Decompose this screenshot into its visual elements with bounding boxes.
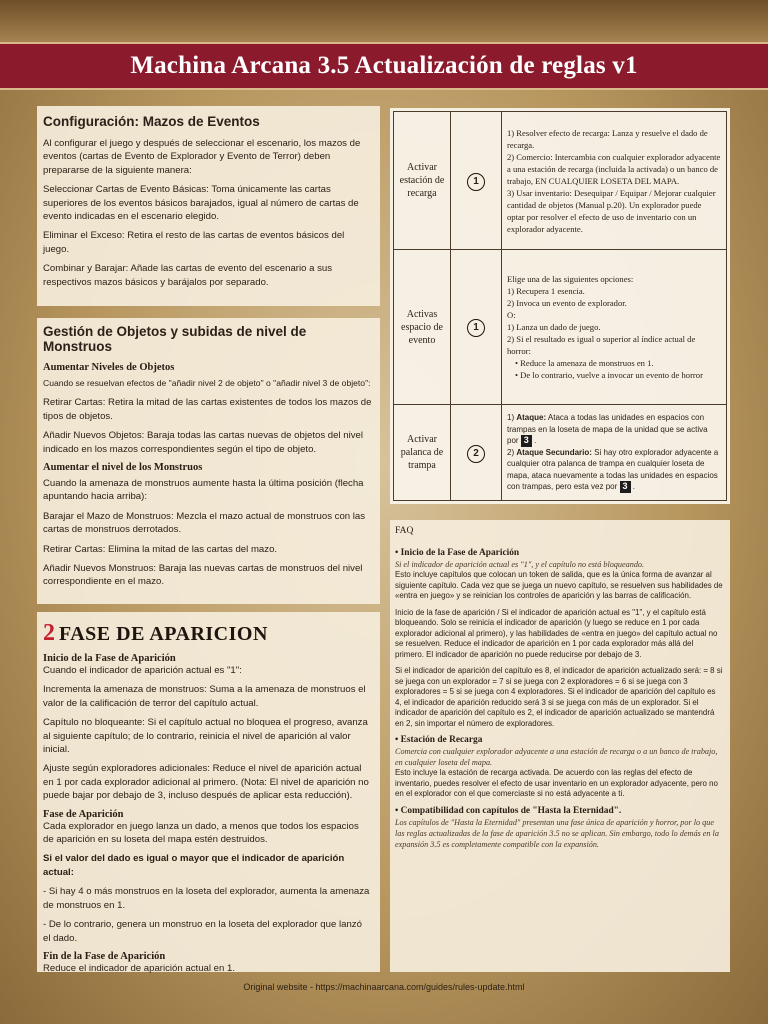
config-text: Eliminar el Exceso: Retira el resto de las cartas de eventos básicos del juego.: [43, 230, 345, 255]
action-cell: Activar palanca de trampa: [394, 405, 451, 501]
fase-text: - De lo contrario, genera un monstruo en la loseta del explorador que lanzó el dado.: [43, 919, 362, 944]
action-icon-cell: [451, 405, 502, 501]
action-cell: Activas espacio de evento: [394, 250, 451, 405]
damage-number: 3: [521, 435, 532, 447]
actions-table-panel: [390, 108, 730, 504]
faq-question: • Compatibilidad con capítulos de "Hasta la Eternidad".: [395, 805, 622, 816]
desc-text: Ataca a todas las unidades en espacios con trampas en la loseta de mapa de la unidad que se activa por: [507, 413, 708, 446]
desc-text: Si hay otro explorador adyacente a cualquier otra palanca de trampa en cualquier loseta de mapa, ataca nuevamente a todas las unidades en espacios con trampas, pero esta vez por: [507, 447, 719, 492]
fase-panel: [37, 612, 380, 972]
config-text: Combinar y Barajar: Añade las cartas de evento del escenario a sus respectivos mazos básicos y barájalos por separado.: [43, 263, 333, 288]
faq-text: Si el indicador de aparición del capítulo es 8, el indicador de aparición actualizado será: = 8 si se juega con un explorador = 7 si se juega con 2 exploradores = 6 si se juega con 3 exploradores = 5 si se juega con 4 exploradores. Si el indicador de aparición del capítulo es 4, el indicador de aparición reducido será 3 si se juega con más de un explorador. Si el indicador de aparición del capítulo es 2, el indicador de aparición actualizado se mantendrá en 2, sin importar el número de exploradores.: [395, 666, 723, 728]
fase-text: Capítulo no bloqueante: Si el capítulo actual no bloquea el progreso, avanza al siguiente capítulo; de lo contrario, reinicia el nivel de aparición al valor inicial.: [43, 717, 368, 756]
page-header: [0, 42, 768, 90]
desc-line: 1) Ataque: Ataca a todas las unidades en espacios con trampas en la loseta de mapa de la unidad que se activa por 3 .: [507, 413, 708, 446]
desc-label: Ataque Secundario:: [516, 447, 592, 457]
action-icon: 1: [467, 319, 485, 337]
gestion-title: Gestión de Objetos y subidas de nivel de Monstruos: [43, 324, 307, 354]
fase-title: FASE DE APARICION: [59, 623, 268, 645]
actions-table: [393, 111, 727, 501]
fase-text: Incrementa la amenaza de monstruos: Suma a la amenaza de monstruos el valor de la calificación de terror del capítulo actual.: [43, 684, 366, 709]
footer-source-link[interactable]: Original website - https://machinaarcana.com/guides/rules-update.html: [243, 982, 525, 992]
table-row: [394, 250, 727, 405]
faq-panel: [390, 520, 730, 972]
config-panel: [37, 106, 380, 306]
gestion-panel: [37, 318, 380, 604]
gestion-text: Retirar Cartas: Retira la mitad de las cartas existentes de todos los mazos de tipos de objetos.: [43, 397, 372, 422]
desc-line: 2) Si el resultado es igual o superior al índice actual de horror:: [507, 334, 696, 356]
table-row: [394, 405, 727, 501]
bullet-text: De lo contrario, vuelve a invocar un evento de horror: [520, 370, 703, 380]
desc-bullet: • De lo contrario, vuelve a invocar un evento de horror: [515, 370, 703, 380]
damage-number: 3: [620, 481, 631, 493]
action-desc: [502, 112, 727, 250]
desc-line: 2) Comercio: Intercambia con cualquier explorador adyacente a una estación de recarga (incluida la activada) o un banco de trabajo, EN CUALQUIER LOSETA DEL MAPA.: [507, 151, 721, 186]
fase-text: Reduce el indicador de aparición actual en 1.: [43, 962, 236, 974]
fase-text: - Si hay 4 o más monstruos en la loseta del explorador, aumenta la amenaza de monstruos en 1.: [43, 886, 370, 911]
gestion-subtitle: Aumentar el nivel de los Monstruos: [43, 462, 203, 474]
fase-text: Si el valor del dado es igual o mayor que el indicador de aparición actual:: [43, 853, 345, 878]
action-cell: Activar estación de recarga: [394, 112, 451, 250]
faq-italic: Los capítulos de "Hasta la Eternidad" presentan una fase única de aparición y horror, por lo que las reglas actualizadas de la fase de aparición 3.5 no se aplican. Sin embargo, todo lo demás en la expansión 3.5 es completamente compatible con la expansión.: [395, 817, 719, 849]
faq-heading: FAQ: [395, 526, 414, 536]
action-icon: 1: [467, 173, 485, 191]
desc-line: 1) Recupera 1 esencia.: [507, 286, 585, 296]
desc-bullet: • Reduce la amenaza de monstruos en 1.: [515, 358, 654, 368]
gestion-text: Retirar Cartas: Elimina la mitad de las cartas del mazo.: [43, 543, 278, 555]
desc-label: Ataque:: [516, 413, 547, 423]
desc-line: 2) Ataque Secundario: Si hay otro explorador adyacente a cualquier otra palanca de trampa en cualquier loseta de mapa, ataca nuevamente a todas las unidades en espacios con trampas, pero esta vez por 3 .: [507, 447, 719, 492]
action-icon-cell: [451, 112, 502, 250]
config-text: Seleccionar Cartas de Evento Básicas: Toma únicamente las cartas superiores de los eventos básicos barajados, igual al número de cartas de evento indicadas en el escenario elegido.: [43, 184, 359, 223]
faq-italic: Si el indicador de aparición actual es "1", y el capítulo no está bloqueando.: [395, 560, 645, 569]
fase-text: Cada explorador en juego lanza un dado, a menos que todos los espacios de aparición en su loseta del mapa estén destruidos.: [43, 820, 359, 846]
gestion-text: Barajar el Mazo de Monstruos: Mezcla el mazo actual de monstruos con las cartas de monstruos derrotados.: [43, 510, 366, 536]
fase-subtitle: Fase de Aparición: [43, 808, 124, 820]
table-row: [394, 112, 727, 250]
fase-text: Cuando el indicador de aparición actual es "1":: [43, 665, 242, 676]
decorative-border: [0, 0, 768, 42]
fase-subtitle: Fin de la Fase de Aparición: [43, 950, 166, 962]
faq-text: Inicio de la fase de aparición / Si el indicador de aparición actual es "1", y el capítulo está bloqueando. Solo se reinicia el indicador de aparición (y luego se reduce en 1 por cada explorador adicional al primero), y las habilidades de «entra en juego» del capítulo actual no se resuelven. Reduce el indicador de aparición en 1 por cada explorador más allá del primero. El indicador de aparición no puede reducirse por debajo de 3.: [395, 607, 718, 659]
action-desc: [502, 250, 727, 405]
gestion-text: Cuando la amenaza de monstruos aumente hasta la última posición (flecha apuntando hacia arriba):: [43, 478, 364, 503]
action-desc: [502, 405, 727, 501]
gestion-text: Añadir Nuevos Monstruos: Baraja las nuevas cartas de monstruos del nivel correspondiente en el mazo.: [43, 563, 363, 588]
desc-line: 2) Invoca un evento de explorador.: [507, 298, 627, 308]
action-icon-cell: [451, 250, 502, 405]
page-title: Machina Arcana 3.5 Actualización de reglas v1: [130, 52, 638, 79]
desc-line: 1) Resolver efecto de recarga: Lanza y resuelve el dado de recarga.: [507, 127, 708, 150]
config-title: Configuración: Mazos de Eventos: [43, 114, 260, 129]
fase-subtitle: Inicio de la Fase de Aparición: [43, 653, 176, 664]
action-icon: 2: [467, 445, 485, 463]
desc-line: 1) Lanza un dado de juego.: [507, 322, 601, 332]
fase-heading: [43, 620, 372, 647]
gestion-subtitle: Aumentar Niveles de Objetos: [43, 362, 175, 373]
desc-line: O:: [507, 310, 516, 320]
faq-italic: Comercia con cualquier explorador adyacente a una estación de recarga o a un banco de trabajo, en cualquier loseta del mapa.: [395, 747, 718, 767]
bullet-text: Reduce la amenaza de monstruos en 1.: [520, 358, 654, 368]
desc-line: 3) Usar inventario: Desequipar / Equipar / Mejorar cualquier cantidad de objetos (Manual p.20). Un explorador puede optar por resolver el efecto de uso de inventario con un explorador adyacente.: [507, 187, 716, 234]
desc-line: Elige una de las siguientes opciones:: [507, 274, 634, 284]
config-text: Al configurar el juego y después de seleccionar el escenario, los mazos de eventos (cartas de Evento de Explorador y Evento de Terror) deben prepararse de la siguiente manera:: [43, 138, 361, 176]
faq-question: • Estación de Recarga: [395, 735, 483, 745]
faq-question: • Inicio de la Fase de Aparición: [395, 548, 520, 558]
gestion-text: Cuando se resuelvan efectos de "añadir nivel 2 de objeto" o "añadir nivel 3 de objeto":: [43, 378, 371, 388]
faq-text: Esto incluye la estación de recarga activada. De acuerdo con las reglas del efecto de inventario, puedes resolver el efecto de usar inventario en un explorador adyacente, pero no en el explorador con el que comerciaste si no está adyacente a ti.: [395, 768, 718, 798]
fase-text: Ajuste según exploradores adicionales: Reduce el nivel de aparición actual en 1 por cada explorador adicional al primero. (Nota: El nivel de aparición no puede bajar por debajo de 3, incluso después de aplicar esta reducción).: [43, 763, 369, 802]
faq-text: Esto incluye capítulos que colocan un token de salida, que es la única forma de avanzar al siguiente capítulo. Cada vez que se juega un nuevo capítulo, se resuelven sus habilidades de «entra en juego» y se reinician los controles de aparición y las barras de calificación.: [395, 570, 723, 600]
gestion-text: Añadir Nuevos Objetos: Baraja todas las cartas nuevas de objetos del nivel indicado en los mazos correspondientes según el tipo de objeto.: [43, 430, 363, 455]
fase-number: 2: [43, 620, 55, 646]
